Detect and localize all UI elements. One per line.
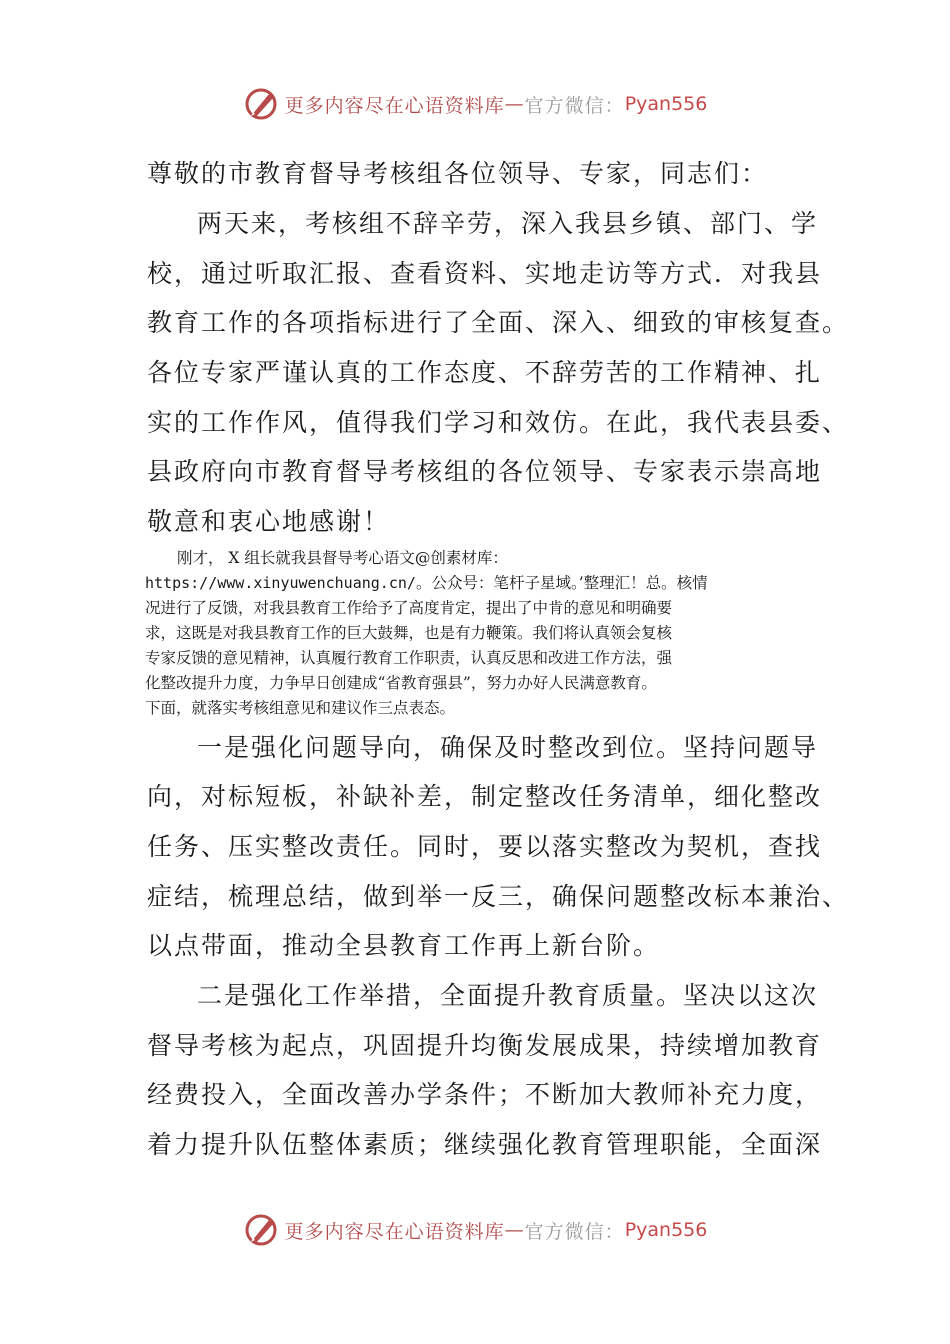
source-url: https://www.xinyuwenchuang.cn/: [145, 574, 416, 592]
para2-line: [145, 571, 810, 593]
para1-line: 敬意和衷心地感谢！: [147, 507, 391, 536]
watermark-main-text: 更多内容尽在心语资料库: [284, 1220, 505, 1243]
para1-line: 教育工作的各项指标进行了全面、深入、细致的审核复查。: [147, 308, 850, 337]
watermark-dash: —: [504, 1219, 525, 1241]
para4-line: 督导考核为起点，巩固提升均衡发展成果，持续增加教育: [147, 1031, 823, 1060]
para2-line: 况进行了反馈，对我县教育工作给予了高度肯定，提出了中肯的意见和明确要: [145, 599, 673, 617]
pen-logo-icon: [243, 1212, 279, 1248]
salutation: 尊敬的市教育督导考核组各位领导、专家，同志们：: [147, 159, 769, 188]
para1-line: 两天来，考核组不辞辛劳，深入我县乡镇、部门、学: [197, 209, 819, 238]
para3-line: 以点带面，推动全县教育工作再上新台阶。: [147, 931, 661, 960]
watermark-id: Pyan556: [624, 93, 708, 115]
para2-line: 下面，就落实考核组意见和建议作三点表态。: [145, 699, 456, 717]
watermark-header: [0, 84, 950, 124]
watermark-dash: —: [504, 93, 525, 115]
para4-line: 着力提升队伍整体素质；继续强化教育管理职能，全面深: [147, 1130, 823, 1159]
watermark-label: 官方微信：: [524, 94, 625, 117]
para2-line: 专家反馈的意见精神，认真履行教育工作职责，认真反思和改进工作方法，强: [145, 649, 673, 667]
watermark-label: 官方微信：: [524, 1220, 625, 1243]
para4-line: 二是强化工作举措，全面提升教育质量。坚决以这次: [197, 981, 819, 1010]
para4-line: 经费投入，全面改善办学条件；不断加大教师补充力度，: [147, 1080, 823, 1109]
para3-line: 一是强化问题导向，确保及时整改到位。坚持问题导: [197, 733, 819, 762]
para2-line-rest: 。公众号：笔杆子星域。’整理汇！总。核情: [415, 574, 708, 592]
para1-line: 县政府向市教育督导考核组的各位领导、专家表示崇高地: [147, 457, 823, 486]
para3-line: 向，对标短板，补缺补差，制定整改任务清单，细化整改: [147, 782, 823, 811]
para2-line: 求，这既是对我县教育工作的巨大鼓舞，也是有力鞭策。我们将认真领会复核: [145, 624, 673, 642]
para3-line: 症结，梳理总结，做到举一反三，确保问题整改标本兼治、: [147, 882, 850, 911]
para2-line: 刚才， X 组长就我县督导考心语文@创素材库：: [177, 549, 508, 567]
watermark-footer: [0, 1210, 950, 1250]
para1-line: 各位专家严谨认真的工作态度、不辞劳苦的工作精神、扎: [147, 358, 823, 387]
para1-line: 校，通过听取汇报、查看资料、实地走访等方式．对我县: [147, 259, 823, 288]
watermark-main-text: 更多内容尽在心语资料库: [284, 94, 505, 117]
watermark-id: Pyan556: [624, 1219, 708, 1241]
para3-line: 任务、压实整改责任。同时，要以落实整改为契机，查找: [147, 832, 823, 861]
para1-line: 实的工作作风，值得我们学习和效仿。在此，我代表县委、: [147, 408, 850, 437]
para2-line: 化整改提升力度，力争早日创建成“省教育强县”，努力办好人民满意教育。: [145, 674, 657, 692]
pen-logo-icon: [243, 86, 279, 122]
